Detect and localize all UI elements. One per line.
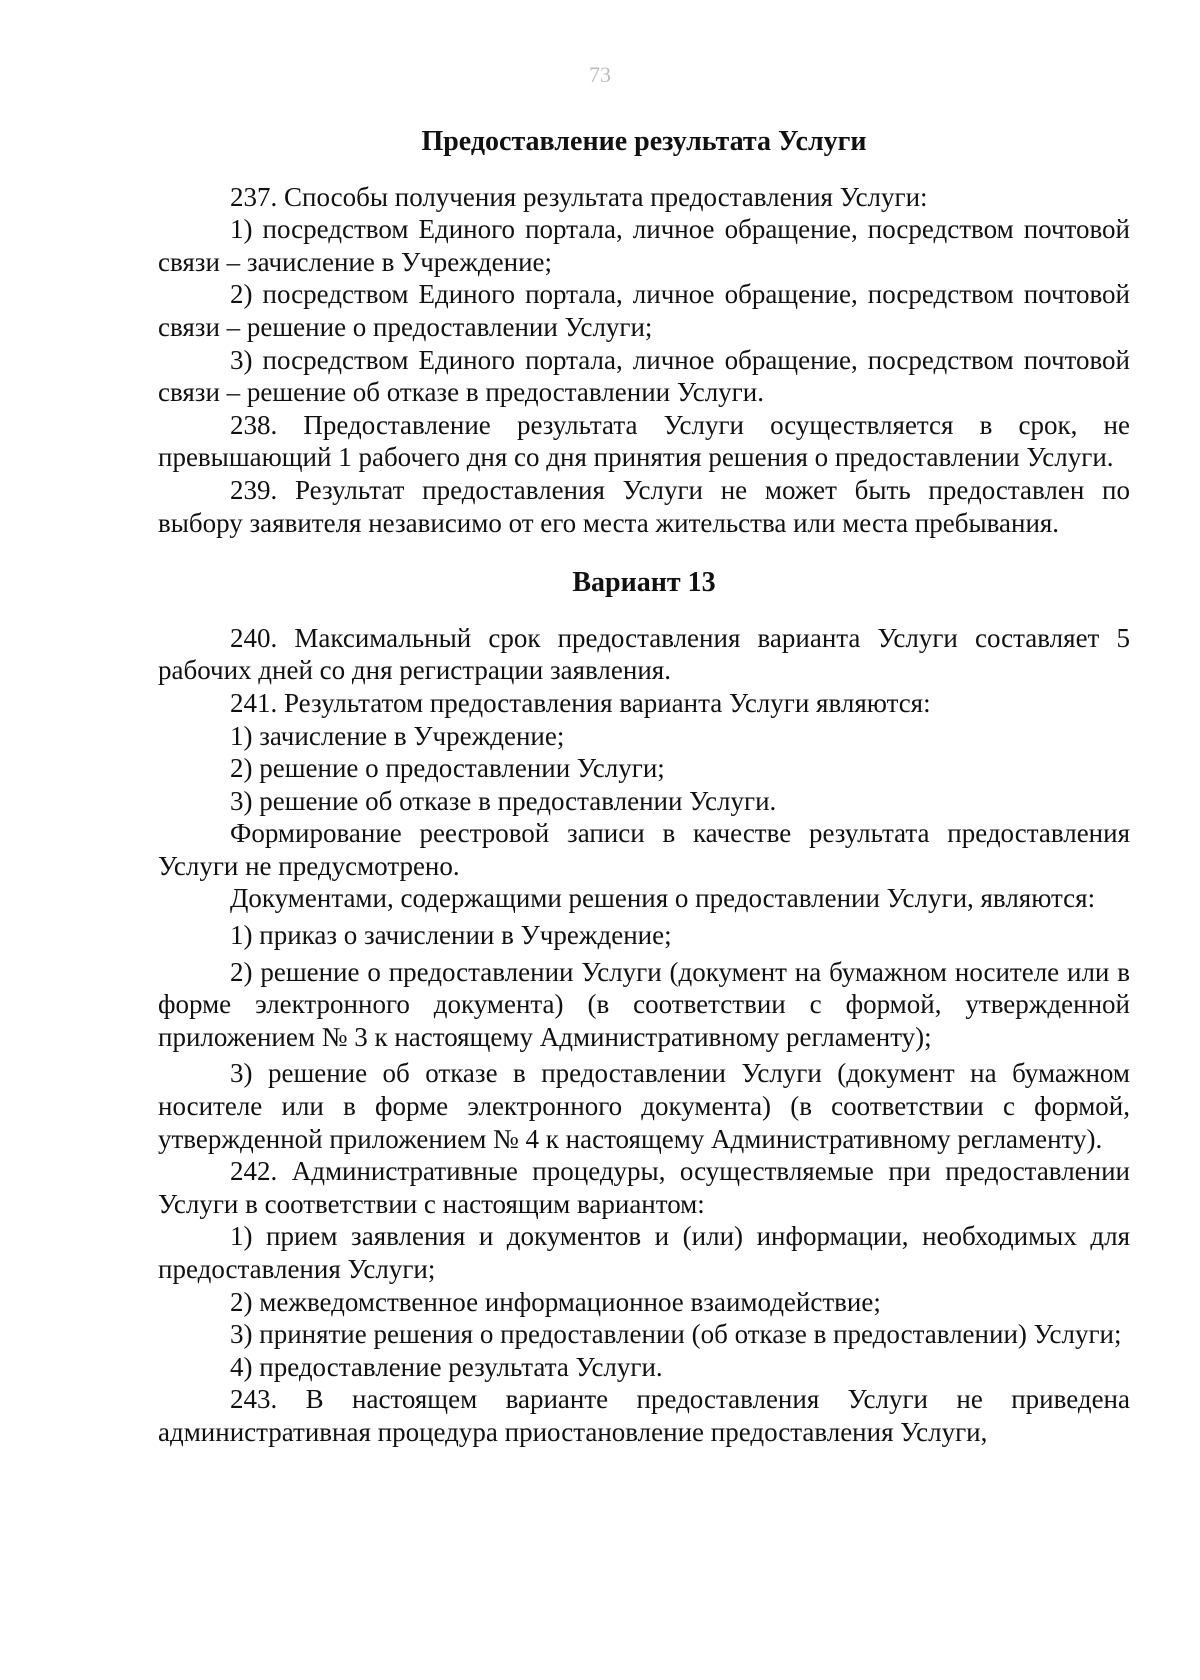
paragraph-237: 237. Способы получения результата предоставления Услуги:	[230, 181, 928, 212]
list-item-doc-3: 3) решение об отказе в предоставлении Услуги (документ на бумажном носителе или в форме электронного документа) (в соответствии с формой, утвержденной приложением № 4 к настоящему Административному регламенту).	[158, 1058, 1130, 1154]
paragraph-240: 240. Максимальный срок предоставления варианта Услуги составляет 5 рабочих дней со дня регистрации заявления.	[158, 622, 1130, 686]
paragraph-documents-intro: Документами, содержащими решения о предоставлении Услуги, являются:	[230, 883, 1096, 914]
list-item-241-2: 2) решение о предоставлении Услуги;	[230, 753, 665, 784]
list-item-doc-1: 1) приказ о зачислении в Учреждение;	[230, 920, 672, 951]
section-heading-result: Предоставление результата Услуги	[421, 126, 867, 157]
paragraph-243: 243. В настоящем варианте предоставления Услуги не приведена административная процедура приостановление предоставления Услуги,	[158, 1384, 1130, 1447]
paragraph-241: 241. Результатом предоставления варианта Услуги являются:	[230, 687, 931, 718]
list-item-242-3: 3) принятие решения о предоставлении (об отказе в предоставлении) Услуги;	[230, 1319, 1122, 1350]
page-number: 73	[589, 62, 611, 87]
list-item-241-1: 1) зачисление в Учреждение;	[230, 720, 565, 751]
document-body	[158, 118, 1130, 1449]
list-item-242-4: 4) предоставление результата Услуги.	[230, 1351, 663, 1382]
list-item-242-1: 1) прием заявления и документов и (или) информации, необходимых для предоставления Услуги;	[158, 1221, 1130, 1284]
paragraph-238: 238. Предоставление результата Услуги осуществляется в срок, не превышающий 1 рабочего дня со дня принятия решения о предоставлении Услуги.	[158, 409, 1130, 473]
list-item-242-2: 2) межведомственное информационное взаимодействие;	[230, 1286, 881, 1317]
paragraph-239: 239. Результат предоставления Услуги не может быть предоставлен по выбору заявителя независимо от его места жительства или места пребывания.	[158, 474, 1130, 538]
list-item-241-3: 3) решение об отказе в предоставлении Услуги.	[230, 785, 777, 816]
paragraph-registry-note: Формирование реестровой записи в качестве результата предоставления Услуги не предусмотрено.	[158, 818, 1130, 881]
list-item-237-1: 1) посредством Единого портала, личное обращение, посредством почтовой связи – зачисление в Учреждение;	[158, 214, 1130, 277]
paragraph-242: 242. Административные процедуры, осуществляемые при предоставлении Услуги в соответствии с настоящим вариантом:	[158, 1156, 1130, 1219]
list-item-237-3: 3) посредством Единого портала, личное обращение, посредством почтовой связи – решение об отказе в предоставлении Услуги.	[158, 344, 1130, 408]
list-item-doc-2: 2) решение о предоставлении Услуги (документ на бумажном носителе или в форме электронного документа) (в соответствии с формой, утвержденной приложением № 3 к настоящему Административному регламенту);	[158, 956, 1130, 1052]
section-heading-variant: Вариант 13	[572, 567, 716, 599]
list-item-237-2: 2) посредством Единого портала, личное обращение, посредством почтовой связи – решение о предоставлении Услуги;	[158, 279, 1130, 342]
